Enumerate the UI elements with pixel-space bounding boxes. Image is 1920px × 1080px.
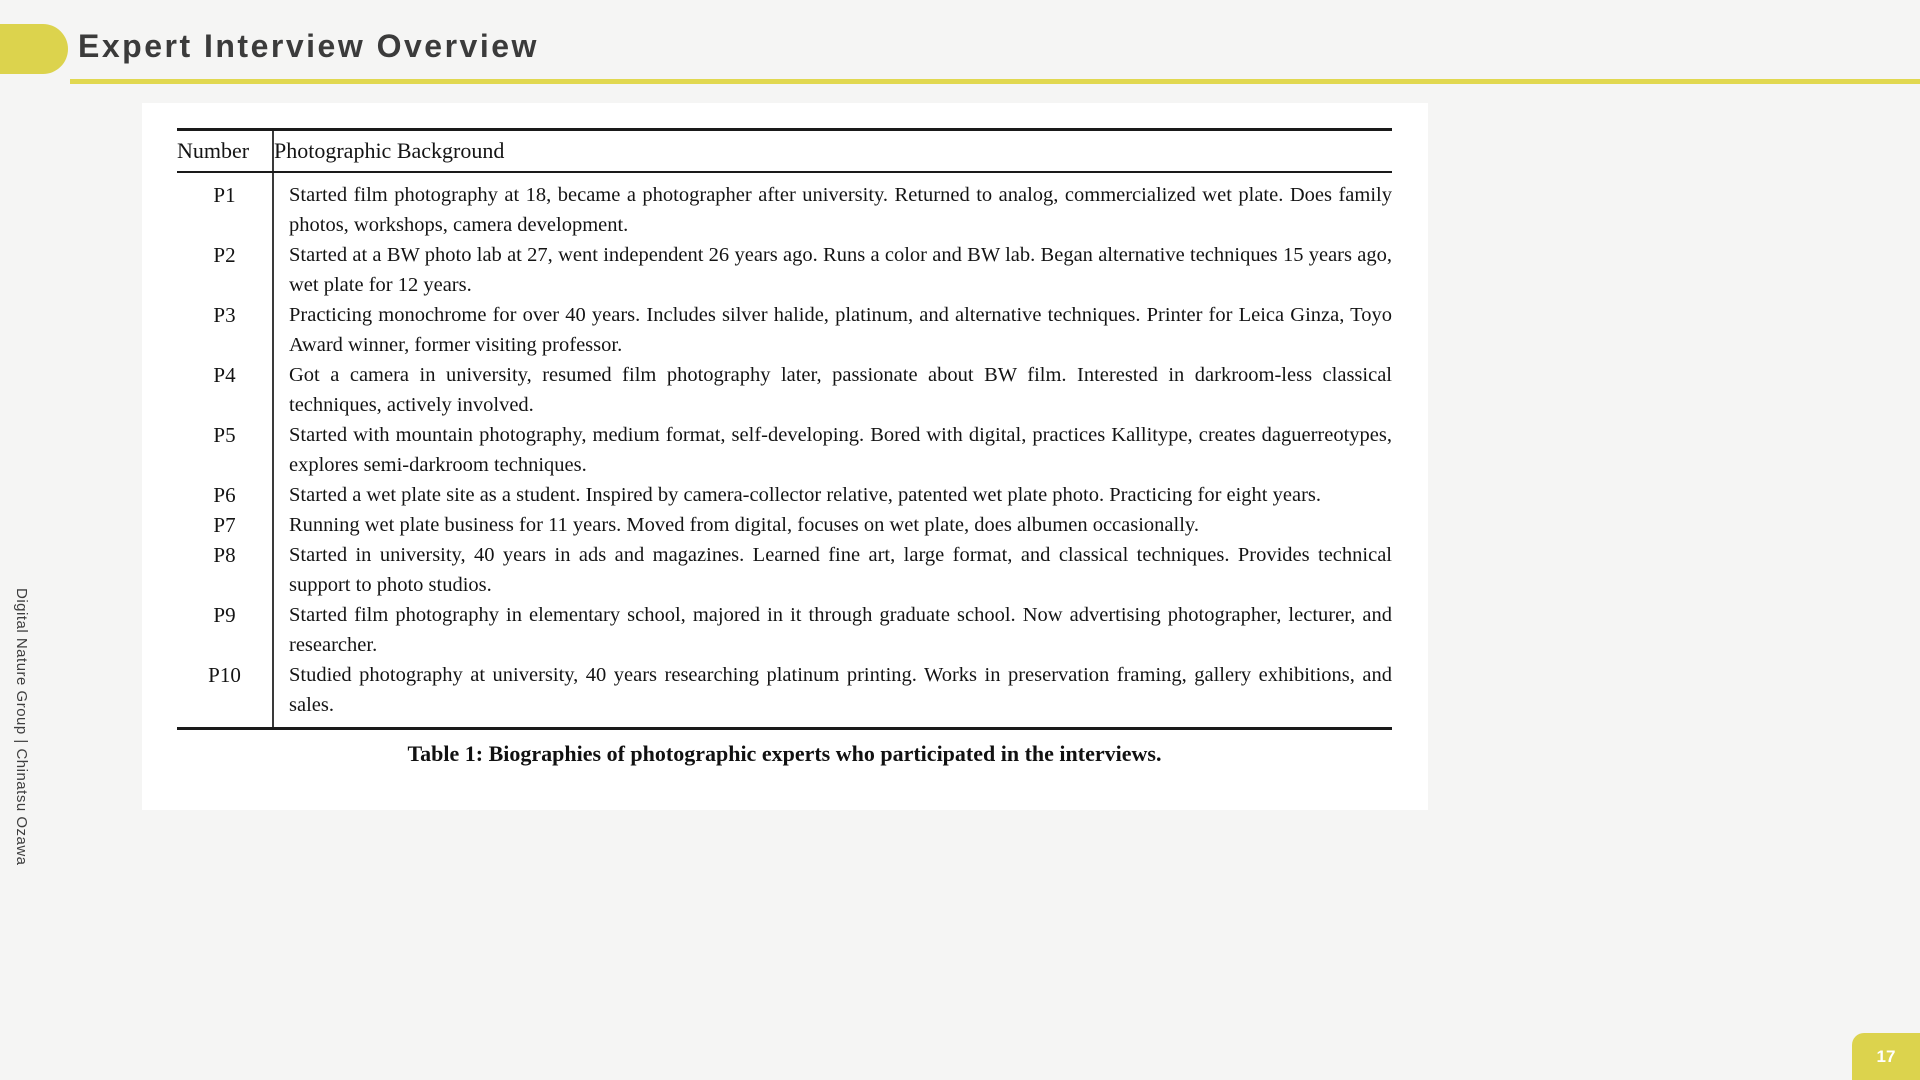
expert-number: P10 [177,660,273,729]
expert-number: P2 [177,240,273,300]
expert-background: Practicing monochrome for over 40 years. Includes silver halide, platinum, and alternative techniques. Printer for Leica Ginza, Toyo Award winner, former visiting professor. [289,304,1392,356]
expert-number: P8 [177,540,273,600]
page-title: Expert Interview Overview [78,28,539,64]
experts-table-body [177,172,1392,729]
table-caption: Table 1: Biographies of photographic experts who participated in the interviews. [407,741,1162,766]
header-row [177,130,1392,173]
expert-background: Started with mountain photography, medium format, self-developing. Bored with digital, practices Kallitype, creates daguerreotypes, explores semi-darkroom techniques. [289,424,1392,476]
expert-number: P3 [177,300,273,360]
expert-number: P5 [177,420,273,480]
expert-background: Started in university, 40 years in ads and magazines. Learned fine art, large format, and classical techniques. Provides technical support to photo studios. [289,544,1392,596]
expert-background: Running wet plate business for 11 years. Moved from digital, focuses on wet plate, does albumen occasionally. [289,514,1199,536]
expert-background: Started film photography in elementary school, majored in it through graduate school. Now advertising photographer, lecturer, and researcher. [289,604,1392,656]
table-row [177,420,1392,480]
table-row [177,510,1392,540]
table-row [177,300,1392,360]
column-header-number: Number [177,130,273,173]
table-row [177,240,1392,300]
table-card [142,103,1428,810]
title-underline [70,79,1920,84]
page-number: 17 [1876,1046,1896,1066]
column-header-background: Photographic Background [273,130,1392,173]
table-row [177,540,1392,600]
experts-table [177,128,1392,730]
expert-number: P7 [177,510,273,540]
expert-background: Studied photography at university, 40 years researching platinum printing. Works in preservation framing, gallery exhibitions, and sales. [289,664,1392,716]
expert-number: P9 [177,600,273,660]
expert-number: P4 [177,360,273,420]
accent-pill [0,24,68,74]
expert-background: Got a camera in university, resumed film photography later, passionate about BW film. Interested in darkroom-less classical techniques, actively involved. [289,364,1392,416]
expert-number: P1 [177,172,273,240]
page-number-badge [1852,1033,1920,1080]
table-row [177,360,1392,420]
table-row [177,172,1392,240]
credit-vertical-text: Digital Nature Group | Chinatsu Ozawa [13,588,30,866]
table-row [177,480,1392,510]
table-row [177,600,1392,660]
expert-number: P6 [177,480,273,510]
expert-background: Started a wet plate site as a student. Inspired by camera-collector relative, patented wet plate photo. Practicing for eight years. [289,484,1322,506]
expert-background: Started at a BW photo lab at 27, went independent 26 years ago. Runs a color and BW lab. Began alternative techniques 15 years ago, wet plate for 12 years. [289,244,1392,296]
expert-background: Started film photography at 18, became a photographer after university. Returned to analog, commercialized wet plate. Does family photos, workshops, camera development. [289,184,1392,236]
table-row [177,660,1392,729]
experts-table-header [177,130,1392,173]
